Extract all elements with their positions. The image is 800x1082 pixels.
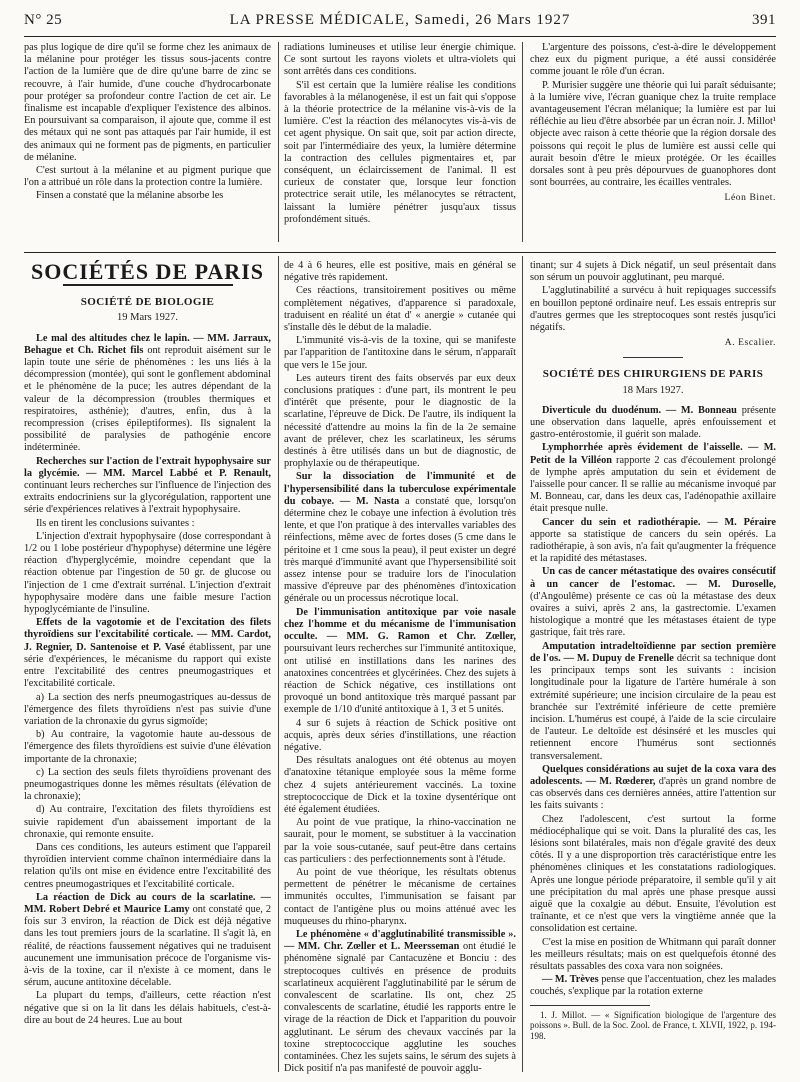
paragraph (530, 285, 776, 334)
report-text: 4 sur 6 sujets à réaction de Schick positive ont acquis, après deux séries d'instillations, une réaction négative. (284, 717, 516, 753)
paragraph: P. Murisier suggère une théorie qui lui paraît séduisante; à la lumière vive, l'écran guanique chez la truite remplace avantageusement l'écran mélanique; la lumière est par lui réfléchie au lieu d'être absorbée par un écran noir. J. Millot¹ objecte avec raison à cette théorie que la région dorsale des poissons qui reçoit le plus de lumière est aussi celle qui aurait besoin d'être le mieux protégée. Or les écailles dorsales sont à peu près dépourvues de guanophores dont sont bourrées, au contraire, les écailles ventrales. (530, 79, 776, 189)
session-date-surgeons: 18 Mars 1927. (622, 384, 684, 396)
report-heading: Le mal des altitudes chez le lapin. — MM. Jarraux, Behague et Ch. Richet fils (24, 332, 271, 356)
paragraph (24, 531, 271, 616)
paragraph (24, 692, 271, 729)
issue-number: N° 25 (24, 12, 63, 28)
report-text: ont constaté que, 2 fois sur 3 environ, la réaction de Dick est déjà négative dans les tout premiers jours de la scarlatine. Il s'agit là, en réalité, de réactions faussement négatives qui ne traduisent aucunement une immunisation précoce de l'organisme vis-à-vis de la toxine, car il n'existe à ce moment, dans le sérum, aucune antitoxine décelable. (24, 903, 271, 989)
paragraph (24, 729, 271, 766)
footnote-rule (530, 1005, 650, 1006)
page-header (24, 12, 776, 34)
session-date: 19 Mars 1927. (117, 312, 178, 324)
report-paragraph (284, 471, 516, 605)
report-paragraph (530, 566, 776, 639)
report-text: d'après un grand nombre de cas observés dans ces dernières années, attire l'attention sur les faits suivants : (530, 775, 776, 812)
paragraph (24, 767, 271, 804)
paragraph (284, 373, 516, 471)
report-heading: De l'immunisation antitoxique par voie nasale chez l'homme et du mécanisme de l'immunisation occulte. — MM. G. Ramon et Chr. Zœller, (284, 606, 516, 643)
report-text: L'immunité vis-à-vis de la toxine, qui se manifeste par l'apparition de l'antitoxine dans le sérum, n'apparaît que vers le 15e jour. (284, 335, 516, 371)
report-text: pense que l'accentuation, chez les malades couchés, s'explique par la rotation externe (530, 974, 776, 998)
report-text: d) Au contraire, l'excitation des filets thyroïdiens est suivie rapidement d'un abaissement important de la chronaxie, qui remonte ensuite. (24, 804, 271, 840)
report-text: L'injection d'extrait hypophysaire (dose correspondant à 1/2 ou 1 lobe postérieur d'hypophyse) détermine une légère réaction d'hyperglycémie, moindre cependant que la réaction obtenue par l'ingestion de 50 gr. de glucose ou l'injection de 1 cme d'extrait surrénal. L'injection d'extrait hypophysaire modère dans une faible mesure l'action hypoglycémiante de l'insuline. (24, 530, 271, 616)
report-text: ont reproduit aisément sur le lapin toute une série de phénomènes : les uns liés à la décompression (montée), qui sont le gonflement abdominal et le phénomène de la puce; les autres dépendant de la valeur de la décompression (troubles thermiques et respiratoires, asthénie); d'autres, enfin, dus à la recompression (crises épileptiformes). Ils signalent la possibilité de paralysies de pathogénie encore indéterminée. (24, 344, 271, 454)
paragraph (284, 260, 516, 284)
report-paragraph (24, 617, 271, 690)
report-text: c) La section des seuls filets thyroïdiens provenant des pneumogastriques donne les mêmes résultats (élévation de la chronaxie); (24, 766, 271, 803)
paragraph (284, 817, 516, 866)
society-heading-surgeons: SOCIÉTÉ DES CHIRURGIENS DE PARIS (542, 368, 764, 381)
report-signature: A. Escalier. (724, 338, 776, 349)
top-column-1 (24, 42, 271, 242)
report-heading: Effets de la vagotomie et de l'excitation des filets thyroïdiens sur l'excitabilité corticale. — MM. Cardot, J. Regnier, D. Santenoise et P. Vasé (24, 617, 271, 653)
report-text: établissent, par une série d'expériences, le mécanisme du rapport qui existe entre l'excitabilité des centres pneumogastriques et l'excitabilité corticale. (24, 641, 271, 690)
report-paragraph (530, 974, 776, 998)
report-text: Ces réactions, transitoirement positives ou même complètement négatives, d'apparence si paradoxale, traduisent en réalité un état d' « anergie » cutanée qui s'installe dès le début de la maladie. (284, 285, 516, 334)
paragraph (530, 260, 776, 284)
report-paragraph (284, 607, 516, 717)
report-text: Au point de vue théorique, les résultats obtenus permettent de pénétrer le mécanisme de certaines immunités occultes, l'immunisation se faisant par contact de l'antigène plus ou moins atténué avec les muqueuses du rhino-pharynx. (284, 866, 516, 927)
report-text: rapporte 2 cas d'écoulement prolongé de lymphe après amputation du sein et évidement de l'aisselle pour cancer. Il se rallie au mécanisme invoqué par M. Bonneau, car, dans les deux cas, l'adénopathie axillaire était presque nulle. (530, 454, 776, 515)
paragraph: radiations lumineuses et utilise leur énergie chimique. Ce sont surtout les rayons violets et ultra-violets qui sont arrêtés dans ces conditions. (284, 42, 516, 78)
footnote: 1. J. Millot. — « Signification biologique de l'argenture des poissons ». Bull. de la Soc. Zool. de France, t. XLVII, 1922, p. 194-198. (530, 1009, 776, 1041)
report-heading: Le phénomène « d'agglutinabilité transmissible ». — MM. Chr. Zœller et L. Meersseman (284, 928, 516, 953)
report-text: apporte sa statistique de cancers du sein opérés. La radiothérapie, à son avis, n'a fait qu'augmenter la fréquence et la rapidité des métastases. (530, 528, 776, 565)
author-signature: Léon Binet. (724, 193, 776, 204)
paragraph (530, 814, 776, 936)
paragraph: pas plus logique de dire qu'il se forme chez les animaux de la mélanine pour protéger les tissus sous-jacents contre l'action de la lumière que de dire qu'une barre de zinc se recouvre, à l'air humide, d'une couche d'hydrocarbonate pour protéger sa profondeur contre l'action de cet air. Le finalisme est incapable d'expliquer l'existence des albinos. En poursuivant sa comparaison, il ajoute que, comme il est des métaux qui ne sont pas attaqués par l'air humide, il est des animaux qui ne forment pas de pigments, en particulier de mélanine. (24, 42, 271, 163)
paragraph (284, 335, 516, 372)
right-column (530, 260, 776, 1076)
report-text: L'agglutinabilité a survécu à huit repiquages successifs en bouillon peptoné ordinaire neuf. Les essais entrepris sur d'autres germes que les streptocoques sont restés jusqu'ici négatifs. (530, 285, 776, 334)
top-column-3 (530, 42, 776, 247)
column-divider (522, 256, 523, 1072)
report-text: Ils en tirent les conclusions suivantes : (36, 517, 195, 529)
title-underline (63, 284, 233, 286)
top-column-2 (284, 42, 516, 242)
report-text: Des résultats analogues ont été obtenus au moyen d'anatoxine tétanique employée sous la même forme chez 4 sujets antérieurement vaccinés. La toxine streptococcique de Dick et la toxine dysentérique ont été également étudiées. (284, 755, 516, 815)
report-text: Chez l'adolescent, c'est surtout la forme médiocéphalique qui se voit. Dans la pluralité des cas, les lésions sont bilatérales, mais non d'égale gravité des deux côtés. Il y a une disproportion très caractéristique entre les phénomènes cliniques et les constatations radiologiques. Après une longue période préparatoire, il semble qu'il y ait une précipitation du mal après une phase presque aussi aiguë que la coxalgie au début. Ensuite, l'évolution est traînante, et ce n'est que vers la vingtième année que la consolidation est certaine. (530, 813, 776, 935)
report-text: décrit sa technique dont les principaux temps sont les suivants : incision longitudinale pour la ligature de l'artère humérale à son extrémité supérieure; une incision circulaire de la peau est branchée sur l'extrémité inférieure de cette première incision. L'humérus est coupé, à l'aide de la scie circulaire de l'auteur. Le deltoïde est désinséré et les muscles qui retiennent encore l'humérus sont sectionnés transversalement. (530, 652, 776, 762)
report-heading: Cancer du sein et radiothérapie. — M. Péraire (542, 516, 776, 528)
report-text: présente une observation dans laquelle, après enfouissement et gastro-entérostomie, il guérit son malade. (530, 404, 776, 441)
report-paragraph (24, 333, 271, 455)
section-title: SOCIÉTÉS DE PARIS (31, 259, 264, 284)
report-paragraph (24, 456, 271, 517)
paragraph (24, 804, 271, 841)
report-text: Dans ces conditions, les auteurs estiment que l'appareil thyroïdien intervient comme chaînon intermédiaire dans la relation qu'ils ont mise en évidence entre l'excitabilité des centres pneumogastriques et l'excitabilité corticale. (24, 841, 271, 890)
report-text: ont étudié le phénomène signalé par Cantacuzène et Bonciu : des streptocoques cultivés en présence de produits scarlatineux acquièrent l'agglutinabilité par le sérum de convalescent de scarlatine. Ils ont, chez 25 convalescents de scarlatine, étudié les rapports entre le virage de la réaction de Dick et l'apparition du pouvoir agglutinant. Le sérum des chevaux vaccinés par la toxine streptococcique agglutine les souches contaminées. Chez les sujets sains, le sérum des sujets à Dick positif n'a pas manifesté de pouvoir agglu- (284, 941, 516, 1075)
report-text: (d'Angoulême) présente ce cas où la métastase des deux ovaires a suivi, après 2 ans, la gastrectomie. L'examen histologique a montré que les métastases étaient de type gastrique, fait très rare. (530, 590, 776, 639)
report-text: continuant leurs recherches sur l'influence de l'injection des extraits endocriniens sur la glycorégulation, rapportent une série d'expériences relatives à l'extrait hypophysaire. (24, 480, 271, 516)
journal-title: LA PRESSE MÉDICALE, Samedi, 26 Mars 1927 (229, 12, 571, 28)
paragraph (24, 518, 271, 530)
report-text: a) La section des nerfs pneumogastriques au-dessus de l'émergence des filets thyroïdiens n'est pas suivie d'une variation de la chronaxie du gyrus sigmoïde; (24, 691, 271, 727)
report-heading: Lymphorrhée après évidement de l'aisselle. — M. Petit de la Villéon (530, 442, 776, 466)
report-text: Au point de vue pratique, la rhino-vaccination ne saurait, pour le moment, se substituer à la vaccination par la voie sous-cutanée, sauf peut-être dans certains cas particuliers : des perfectionnements sont à l'étude. (284, 817, 516, 865)
report-heading: La réaction de Dick au cours de la scarlatine. — MM. Robert Debré et Maurice Lamy (24, 891, 271, 915)
paragraph (284, 285, 516, 334)
report-text: tinant; sur 4 sujets à Dick négatif, un seul présentait dans son sérum un pouvoir agglutinant, peu marqué. (530, 260, 776, 284)
report-text: de 4 à 6 heures, elle est positive, mais en général se négative très rapidement. (284, 260, 516, 284)
separator (623, 357, 683, 358)
report-heading: Amputation intradeltoïdienne par section première de l'os. — M. Dupuy de Frenelle (530, 640, 776, 664)
paragraph: L'argenture des poissons, c'est-à-dire le développement chez eux du pigment purique, a été aussi considérée comme jouant le rôle d'un écran. (530, 42, 776, 78)
paragraph (24, 842, 271, 891)
report-paragraph (24, 892, 271, 990)
report-paragraph (530, 517, 776, 566)
report-text: Les auteurs tirent des faits observés par eux deux conclusions pratiques : d'une part, ils montrent le peu d'intérêt que présente, pour le diagnostic de la scarlatine, l'épreuve de Dick. De l'autre, ils indiquent la nécessité d'attendre au moins la fin de la 2e semaine avant de prélever, chez les scarlatineux, les sérums destinés à être utilisés dans un but de diagnostic, de prophylaxie ou de thérapeutique. (284, 372, 516, 470)
report-heading: Un cas de cancer métastatique des ovaires consécutif à un cancer de l'estomac. — M. Duroselle, (530, 566, 776, 590)
report-heading: Quelques considérations au sujet de la coxa vara des adolescents. — M. Rœderer, (530, 763, 776, 787)
report-heading: Sur la dissociation de l'immunité et de l'hypersensibilité dans la tuberculose expérimentale du cobaye. — M. Nasta (284, 471, 516, 507)
section-rule (24, 252, 776, 253)
paragraph (284, 718, 516, 755)
report-text: poursuivant leurs recherches sur l'immunité antitoxique, ont utilisé en instillations dans les narines des anatoxines concentrées et glycérinées. Chez des sujets à réaction de Schick négative, ces instillations ont provoqué un bond antitoxique très marqué passant par exemple de 1/10 d'unité antitoxique à 1, 3 et 5 unités. (284, 643, 516, 716)
report-heading: — M. Trèves (542, 974, 599, 986)
report-heading: Recherches sur l'action de l'extrait hypophysaire sur la glycémie. — MM. Marcel Labbé et P. Renault, (24, 455, 271, 479)
report-paragraph (530, 405, 776, 442)
header-rule (24, 36, 776, 37)
paragraph: Finsen a constaté que la mélanine absorbe les (36, 190, 224, 202)
left-column (24, 256, 271, 1076)
report-paragraph (284, 929, 516, 1075)
report-paragraph (530, 641, 776, 763)
report-text: b) Au contraire, la vagotomie haute au-dessous de l'émergence des filets thyroïdiens est suivie d'une élévation importante de la chronaxie; (24, 729, 271, 765)
column-divider (522, 42, 523, 242)
report-text: a constaté que, lorsqu'on détermine chez le cobaye une infection à évolution très lente, et que l'on pratique à des intervalles variables des réinfections, même avec de fortes doses (5 cme dans le péritoine et 1 cme sous la peau), il peut exister un degré très marqué d'immunité avant que l'hypersensibilité soit assez intense pour se traduire lors de l'inoculation massive d'épreuve par des phénomènes d'intoxication générale ou un processus nécrotique local. (284, 495, 516, 605)
paragraph (284, 867, 516, 928)
society-heading: SOCIÉTÉ DE BIOLOGIE (80, 296, 215, 309)
report-text: C'est la mise en position de Whitmann qui paraît donner les meilleurs résultats; mais on est quelquefois étonné des résultats passables des coxa vara non soignées. (530, 936, 776, 972)
paragraph: C'est surtout à la mélanine et au pigment purique que l'on a attribué un rôle dans la protection contre la lumière. (24, 165, 271, 189)
paragraph (24, 990, 271, 1027)
paragraph (284, 755, 516, 816)
column-divider (278, 256, 279, 1072)
report-paragraph (530, 442, 776, 515)
report-paragraph (530, 764, 776, 813)
page-number: 391 (752, 12, 776, 28)
report-text: La plupart du temps, d'ailleurs, cette réaction n'est négative que si on la lit dans les délais habituels, c'est-à-dire au bout de 24 heures. Lue au bout (24, 990, 271, 1026)
middle-column (284, 260, 516, 1076)
column-divider (278, 42, 279, 242)
paragraph (530, 937, 776, 974)
paragraph: S'il est certain que la lumière réalise les conditions favorables à la mélanogenèse, il est un fait qui s'oppose à la théorie protectrice de la mélanine vis-à-vis de la lumière. C'est la réaction des mélanocytes vis-à-vis de cet agent physique. On sait que, soit par action directe, soit par l'intermédiaire des yeux, la lumière détermine la contraction des cellules pigmentaires et, par conséquent, un éclaircissement de l'animal. Il est curieux de constater que, lorsque leur fonction protectrice serait utile, les mélanocytes se rétractent, laissant la lumière pénétrer jusqu'aux tissus profondément situés. (284, 79, 516, 225)
report-heading: Diverticule du duodénum. — M. Bonneau (542, 404, 737, 416)
